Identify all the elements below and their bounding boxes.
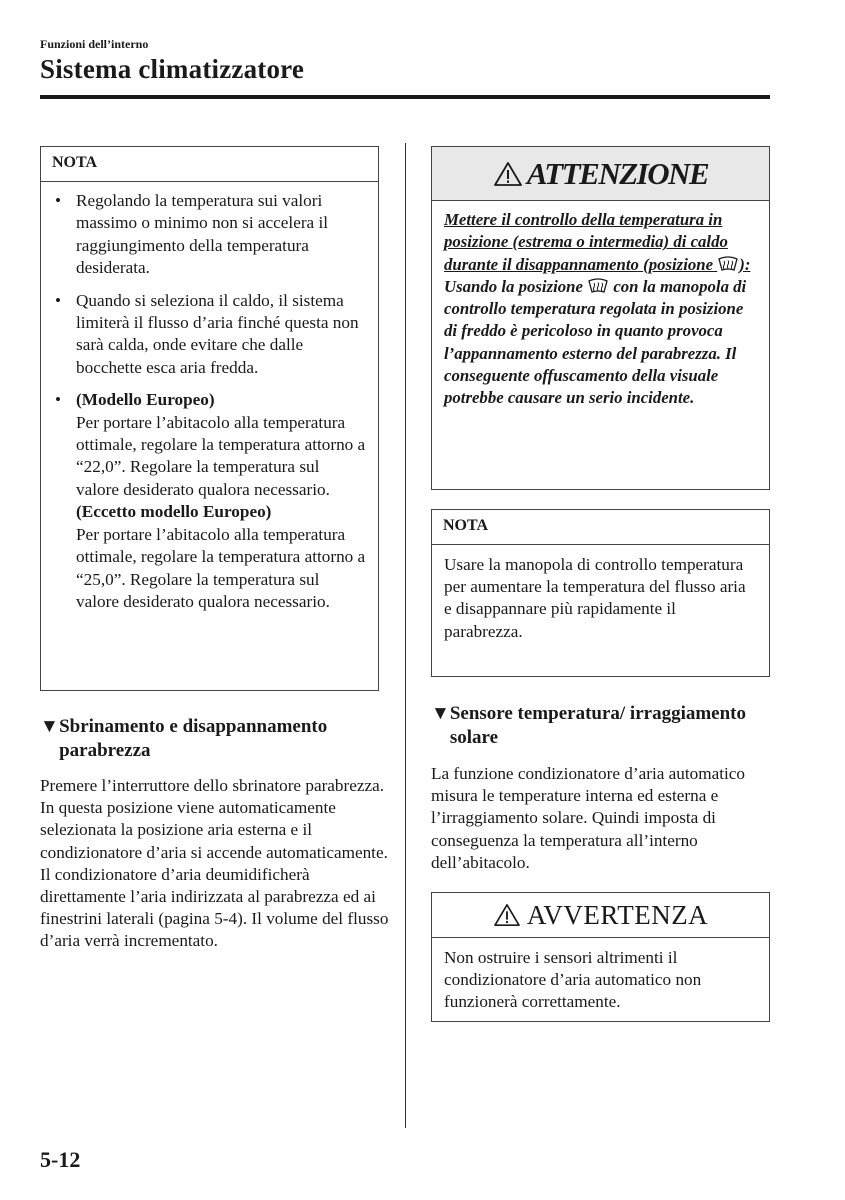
nota-item-1: • Regolando la temperatura sui valori massimo o minimo non si accelera il raggiungimento della temperatura desiderata. — [55, 190, 366, 280]
avvertenza-box — [431, 892, 770, 1022]
warning-triangle-icon — [493, 903, 521, 927]
sensor-section-heading: ▼ Sensore temperatura/ irraggiamento solare — [431, 703, 747, 748]
triangle-down-icon: ▼ — [431, 703, 450, 724]
attenzione-body-suffix: con la manopola di controllo temperatura regolata in posizione di freddo è pericoloso in quanto provoca l’appannamento esterno del parabrezza. Il conseguente offuscamento della visuale potrebbe causare un serio incidente. — [444, 276, 747, 408]
defrost-paragraph-1: Premere l’interruttore dello sbrinatore parabrezza. — [40, 776, 385, 795]
defrost-section-heading: ▼ Sbrinamento e disappannamento parabrezza — [40, 716, 328, 761]
model-non-eu-label: (Eccetto modello Europeo) — [76, 502, 272, 522]
nota-item-2: • Quando si seleziona il caldo, il sistema limiterà il flusso d’aria finché questa non sarà calda, onde evitare che dalle bocchette esca aria fredda. — [55, 290, 366, 380]
triangle-down-icon: ▼ — [40, 716, 59, 737]
nota-heading: NOTA — [41, 147, 378, 182]
avvertenza-title: AVVERTENZA — [526, 899, 709, 930]
warning-triangle-icon — [493, 161, 523, 187]
windshield-defrost-icon — [717, 256, 739, 272]
attenzione-title: ATTENZIONE — [526, 155, 709, 191]
page-number: 5-12 — [40, 1147, 81, 1172]
title-rule — [40, 95, 770, 99]
nota-box-left — [40, 146, 379, 691]
nota-heading: NOTA — [432, 510, 769, 545]
section-label: Funzioni dell’interno — [40, 37, 149, 51]
attenzione-box — [431, 146, 770, 490]
sensor-section-text: La funzione condizionatore d’aria automatico misura le temperature interna ed esterna e l’irraggiamento solare. Quindi imposta di conseguenza la temperatura all’interno dell’abitacolo. — [431, 764, 746, 872]
attenzione-body — [432, 201, 769, 418]
page-title: Sistema climatizzatore — [40, 54, 305, 84]
column-divider — [405, 143, 406, 1128]
attenzione-body-prefix: Usando la posizione — [444, 276, 583, 296]
model-eu-text: Per portare l’abitacolo alla temperatura ottimale, regolare la temperatura attorno a “22,0”. Regolare la temperatura sul valore desiderato qualora necessario. — [76, 412, 366, 499]
defrost-paragraph-2: In questa posizione viene automaticamente selezionata la posizione aria esterna e il condizionatore d’aria si accende automaticamente. Il condizionatore d’aria deumidificherà direttamente l’aria indirizzata al parabrezza ed ai finestrini laterali (pagina 5-4). Il volume del flusso d’aria verrà incrementato. — [40, 798, 389, 951]
windshield-defrost-icon — [587, 278, 609, 294]
nota-right-text: Usare la manopola di controllo temperatura per aumentare la temperatura del flusso aria e disappannare più rapidamente il parabrezza. — [444, 555, 746, 641]
nota-box-right — [431, 509, 770, 677]
defrost-section-body — [40, 775, 390, 953]
nota-body — [41, 182, 378, 629]
model-non-eu-text: Per portare l’abitacolo alla temperatura ottimale, regolare la temperatura attorno a “25,0”. Regolare la temperatura sul valore desiderato qualora necessario. — [76, 524, 366, 611]
model-eu-label: • (Modello Europeo) — [76, 390, 215, 410]
attenzione-underlined-text: Mettere il controllo della temperatura in posizione (estrema o intermedia) di caldo durante il disappannamento (posizione ): — [444, 210, 751, 274]
nota-item-3 — [55, 389, 366, 613]
attenzione-header — [432, 147, 769, 201]
avvertenza-text: Non ostruire i sensori altrimenti il condizionatore d’aria automatico non funzionerà correttamente. — [444, 948, 702, 1012]
avvertenza-header — [432, 893, 769, 938]
